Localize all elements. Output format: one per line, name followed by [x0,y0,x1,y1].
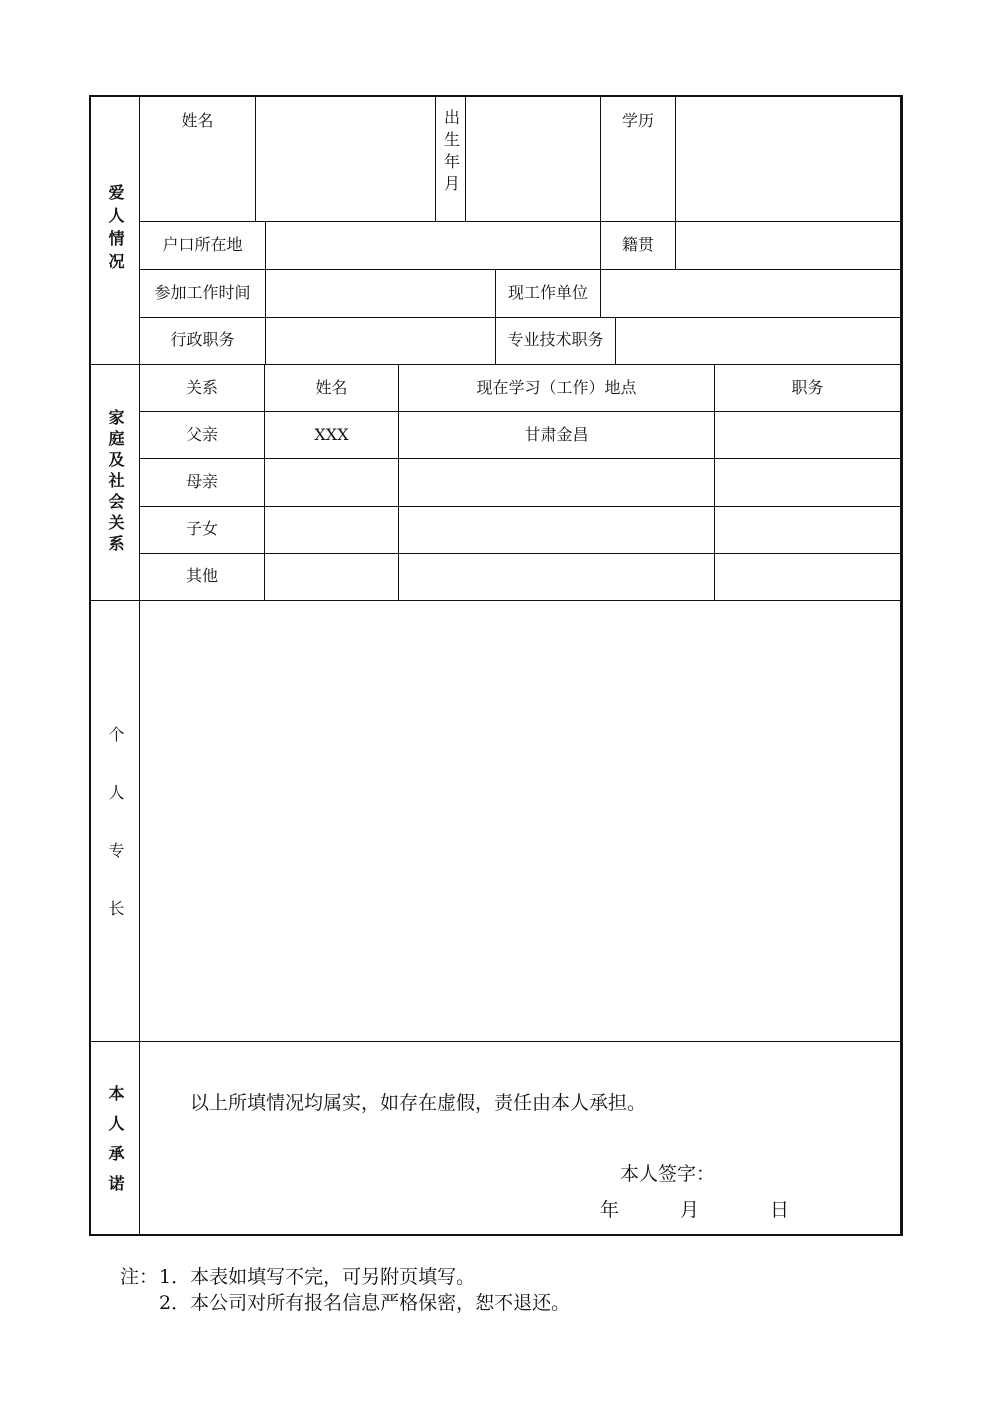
notes-prefix: 注： [120,1266,159,1288]
family-row-name[interactable]: XXX [314,425,349,444]
spouse-name-field[interactable] [256,96,435,221]
family-row-relation: 父亲 [185,425,218,444]
family-row-relation: 母亲 [185,472,218,491]
spouse-hukou-label: 户口所在地 [162,235,243,254]
spouse-birth-label-text: 出生年月 [441,109,461,197]
spouse-tech-post-label: 专业技术职务 [507,330,604,349]
family-header-position: 职务 [791,378,824,397]
spouse-birth-label [436,109,465,197]
family-section-label [91,365,139,600]
family-header-place: 现在学习（工作）地点 [476,378,637,397]
family-row-place[interactable]: 甘肃金昌 [524,425,589,444]
family-row-relation: 其他 [185,566,218,585]
spouse-section-label-text: 爱人情况 [106,183,125,276]
note-item: 1．本表如填写不完，可另附页填写。 [159,1266,476,1288]
spouse-hukou-field[interactable] [266,222,600,269]
family-row-relation: 子女 [185,519,218,538]
note-item: 2．本公司对所有报名信息严格保密，恕不退还。 [159,1292,571,1314]
spouse-admin-post-field[interactable] [266,318,495,364]
spouse-education-label: 学历 [621,111,654,130]
family-header-relation: 关系 [185,378,218,397]
pledge-section-label [91,1042,139,1234]
signature-label: 本人签字： [620,1163,716,1185]
spouse-birth-field[interactable] [466,96,600,221]
spouse-employer-label: 现工作单位 [507,283,588,302]
spouse-native-place-label: 籍贯 [621,235,654,254]
family-section-label-text: 家庭及社会关系 [106,409,125,556]
family-header-name: 姓名 [315,378,348,397]
spouse-education-field[interactable] [676,96,900,221]
skills-field[interactable] [141,602,899,1040]
spouse-tech-post-field[interactable] [616,318,900,364]
spouse-native-place-field[interactable] [676,222,900,269]
date-year-label: 年 [600,1199,620,1221]
spouse-employer-field[interactable] [601,270,900,317]
date-day-label: 日 [770,1199,790,1221]
date-month-label: 月 [680,1199,700,1221]
spouse-section-label [91,95,139,364]
skills-section-label-text: 个人专长 [106,726,125,958]
spouse-work-start-field[interactable] [266,270,495,317]
skills-section-label [91,601,139,1041]
spouse-work-start-label: 参加工作时间 [154,283,251,302]
spouse-admin-post-label: 行政职务 [170,330,235,349]
pledge-section-label-text: 本人承诺 [106,1085,125,1205]
spouse-name-label: 姓名 [181,111,214,130]
pledge-statement: 以上所填情况均属实，如存在虚假，责任由本人承担。 [190,1092,647,1114]
